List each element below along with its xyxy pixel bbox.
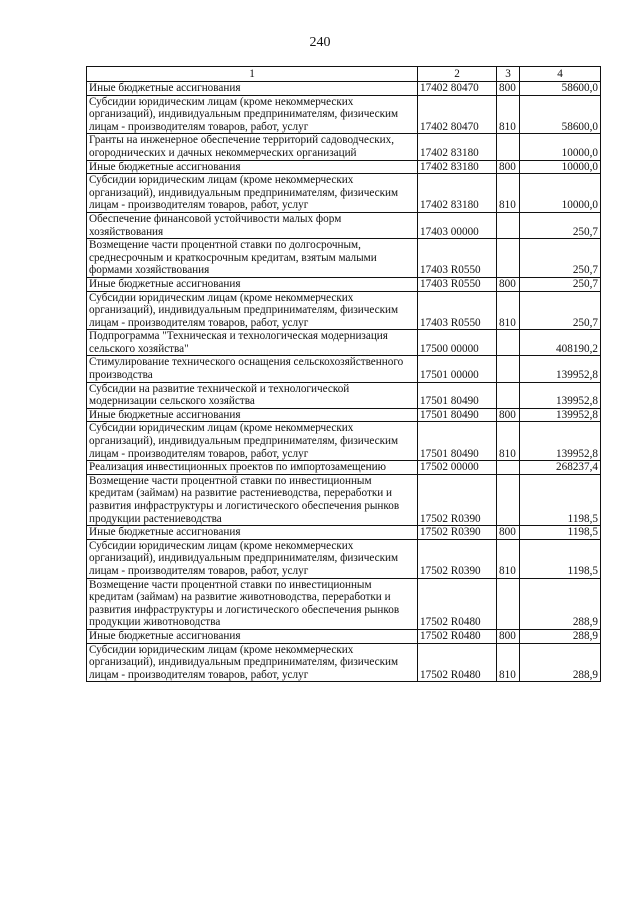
row-expense-type — [497, 461, 520, 475]
row-name: Стимулирование технического оснащения сельскохозяйственного производства — [87, 356, 418, 382]
row-amount: 288,9 — [520, 629, 601, 643]
row-code — [418, 422, 497, 461]
row-expense-type: 800 — [497, 82, 520, 96]
row-name: Субсидии юридическим лицам (кроме некоммерческих организаций), индивидуальным предпринимателям, физическим лицам - производителям товаров, работ, услуг — [87, 422, 418, 461]
row-code — [418, 629, 497, 643]
table-row — [87, 382, 601, 408]
row-code-section: 17502 — [420, 526, 448, 539]
row-name: Субсидии юридическим лицам (кроме некоммерческих организаций), индивидуальным предпринимателям, физическим лицам - производителям товаров, работ, услуг — [87, 643, 418, 682]
row-amount: 1198,5 — [520, 539, 601, 578]
row-code-section: 17501 — [420, 447, 448, 460]
row-code-item: R0480 — [450, 668, 481, 681]
row-code-item: 80490 — [450, 408, 479, 421]
row-expense-type: 800 — [497, 629, 520, 643]
row-amount: 1198,5 — [520, 474, 601, 525]
row-code — [418, 82, 497, 96]
row-code-section: 17501 — [420, 408, 448, 421]
row-expense-type: 810 — [497, 422, 520, 461]
row-expense-type: 800 — [497, 160, 520, 174]
row-code-section: 17402 — [420, 120, 448, 133]
table-row — [87, 356, 601, 382]
row-name: Подпрограмма "Техническая и технологическая модернизация сельского хозяйства" — [87, 330, 418, 356]
row-amount: 139952,8 — [520, 408, 601, 422]
table-row — [87, 160, 601, 174]
row-code-section: 17502 — [420, 668, 448, 681]
row-code — [418, 356, 497, 382]
header-row — [87, 67, 601, 82]
row-code — [418, 95, 497, 134]
row-code — [418, 239, 497, 278]
row-code-item: 83180 — [450, 160, 479, 173]
row-name: Обеспечение финансовой устойчивости малых форм хозяйствования — [87, 212, 418, 238]
row-code-item: 00000 — [450, 225, 479, 238]
row-code-section: 17502 — [420, 629, 448, 642]
row-name: Субсидии юридическим лицам (кроме некоммерческих организаций), индивидуальным предпринимателям, физическим лицам - производителям товаров, работ, услуг — [87, 95, 418, 134]
table-row — [87, 134, 601, 160]
row-amount: 139952,8 — [520, 422, 601, 461]
row-code-section: 17502 — [420, 616, 448, 629]
row-expense-type — [497, 578, 520, 629]
row-code-section: 17402 — [420, 160, 448, 173]
table-row — [87, 291, 601, 330]
table-row — [87, 330, 601, 356]
table-row — [87, 174, 601, 213]
row-expense-type — [497, 134, 520, 160]
row-code-item: R0550 — [450, 277, 481, 290]
row-code — [418, 526, 497, 540]
row-name: Иные бюджетные ассигнования — [87, 277, 418, 291]
row-name: Субсидии на развитие технической и технологической модернизации сельского хозяйства — [87, 382, 418, 408]
row-code-item: R0550 — [450, 264, 481, 277]
row-code — [418, 539, 497, 578]
row-code-item: 00000 — [450, 369, 479, 382]
row-amount: 10000,0 — [520, 134, 601, 160]
row-name: Иные бюджетные ассигнования — [87, 82, 418, 96]
row-code — [418, 578, 497, 629]
row-code-item: 80490 — [450, 447, 479, 460]
row-code-section: 17403 — [420, 264, 448, 277]
row-name: Возмещение части процентной ставки по инвестиционным кредитам (займам) на развитие растениеводства, переработки и развития инфраструктуры и логистического обеспечения рынков продукции растениеводства — [87, 474, 418, 525]
row-name: Реализация инвестиционных проектов по импортозамещению — [87, 461, 418, 475]
row-expense-type — [497, 356, 520, 382]
row-name: Субсидии юридическим лицам (кроме некоммерческих организаций), индивидуальным предпринимателям, физическим лицам - производителям товаров, работ, услуг — [87, 539, 418, 578]
row-amount: 268237,4 — [520, 461, 601, 475]
row-code-item: 83180 — [450, 146, 479, 159]
row-expense-type: 810 — [497, 174, 520, 213]
table-row — [87, 422, 601, 461]
row-code-section: 17402 — [420, 199, 448, 212]
row-code — [418, 474, 497, 525]
column-header-name: 1 — [87, 67, 418, 82]
row-amount: 250,7 — [520, 291, 601, 330]
row-code-item: R0390 — [450, 564, 481, 577]
row-name: Иные бюджетные ассигнования — [87, 408, 418, 422]
column-header-code: 2 — [418, 67, 497, 82]
row-amount: 139952,8 — [520, 356, 601, 382]
row-expense-type: 800 — [497, 277, 520, 291]
row-amount: 1198,5 — [520, 526, 601, 540]
row-code — [418, 382, 497, 408]
row-code-item: R0480 — [450, 629, 481, 642]
row-code-section: 17402 — [420, 146, 448, 159]
row-name: Возмещение части процентной ставки по долгосрочным, среднесрочным и краткосрочным кредитам, взятым малыми формами хозяйствования — [87, 239, 418, 278]
table-row — [87, 239, 601, 278]
row-code-section: 17403 — [420, 277, 448, 290]
row-amount: 250,7 — [520, 277, 601, 291]
row-expense-type: 800 — [497, 408, 520, 422]
row-amount: 58600,0 — [520, 95, 601, 134]
row-code-item: 00000 — [450, 342, 479, 355]
row-name: Субсидии юридическим лицам (кроме некоммерческих организаций), индивидуальным предпринимателям, физическим лицам - производителям товаров, работ, услуг — [87, 291, 418, 330]
row-code — [418, 291, 497, 330]
row-expense-type: 810 — [497, 643, 520, 682]
row-amount: 288,9 — [520, 578, 601, 629]
page-number: 240 — [309, 35, 331, 50]
row-name: Субсидии юридическим лицам (кроме некоммерческих организаций), индивидуальным предпринимателям, физическим лицам - производителям товаров, работ, услуг — [87, 174, 418, 213]
table-row — [87, 408, 601, 422]
row-amount: 288,9 — [520, 643, 601, 682]
row-code-section: 17403 — [420, 316, 448, 329]
table-row — [87, 629, 601, 643]
row-code — [418, 643, 497, 682]
row-code-section: 17500 — [420, 342, 448, 355]
row-name: Иные бюджетные ассигнования — [87, 629, 418, 643]
row-amount: 10000,0 — [520, 174, 601, 213]
row-code-item: 00000 — [450, 461, 479, 474]
row-expense-type: 810 — [497, 539, 520, 578]
row-code-item: R0390 — [450, 512, 481, 525]
table-body — [87, 82, 601, 682]
budget-table — [86, 66, 601, 682]
row-code-section: 17502 — [420, 564, 448, 577]
table-row — [87, 539, 601, 578]
row-code — [418, 174, 497, 213]
row-code-item: R0550 — [450, 316, 481, 329]
column-header-amount: 4 — [520, 67, 601, 82]
table-row — [87, 474, 601, 525]
row-code-section: 17502 — [420, 512, 448, 525]
table-row — [87, 461, 601, 475]
row-code — [418, 212, 497, 238]
row-amount: 408190,2 — [520, 330, 601, 356]
row-amount: 250,7 — [520, 239, 601, 278]
table-row — [87, 212, 601, 238]
row-code-item: 80490 — [450, 395, 479, 408]
row-expense-type: 810 — [497, 291, 520, 330]
row-code-item: R0390 — [450, 526, 481, 539]
row-name: Гранты на инженерное обеспечение территорий садоводческих, огороднических и дачных некоммерческих организаций — [87, 134, 418, 160]
row-code-section: 17501 — [420, 395, 448, 408]
column-header-type: 3 — [497, 67, 520, 82]
row-name: Иные бюджетные ассигнования — [87, 160, 418, 174]
row-name: Возмещение части процентной ставки по инвестиционным кредитам (займам) на развитие животноводства, переработки и развития инфраструктуры и логистического обеспечения рынков продукции животноводства — [87, 578, 418, 629]
row-code-item: R0480 — [450, 616, 481, 629]
row-amount: 250,7 — [520, 212, 601, 238]
row-code — [418, 160, 497, 174]
row-amount: 10000,0 — [520, 160, 601, 174]
row-expense-type: 810 — [497, 95, 520, 134]
table-row — [87, 277, 601, 291]
row-code-section: 17501 — [420, 369, 448, 382]
row-expense-type — [497, 330, 520, 356]
row-code — [418, 134, 497, 160]
table-row — [87, 643, 601, 682]
row-name: Иные бюджетные ассигнования — [87, 526, 418, 540]
table-row — [87, 526, 601, 540]
row-expense-type — [497, 382, 520, 408]
row-code-section: 17403 — [420, 225, 448, 238]
row-code-item: 80470 — [450, 82, 479, 94]
row-code — [418, 277, 497, 291]
row-expense-type — [497, 239, 520, 278]
row-code-item: 80470 — [450, 120, 479, 133]
table-row — [87, 578, 601, 629]
row-code-section: 17502 — [420, 461, 448, 474]
row-code — [418, 461, 497, 475]
table-row — [87, 95, 601, 134]
row-code — [418, 408, 497, 422]
row-expense-type: 800 — [497, 526, 520, 540]
row-amount: 139952,8 — [520, 382, 601, 408]
table-row — [87, 82, 601, 96]
row-amount: 58600,0 — [520, 82, 601, 96]
row-code-item: 83180 — [450, 199, 479, 212]
row-code-section: 17402 — [420, 82, 448, 94]
row-expense-type — [497, 474, 520, 525]
row-expense-type — [497, 212, 520, 238]
row-code — [418, 330, 497, 356]
